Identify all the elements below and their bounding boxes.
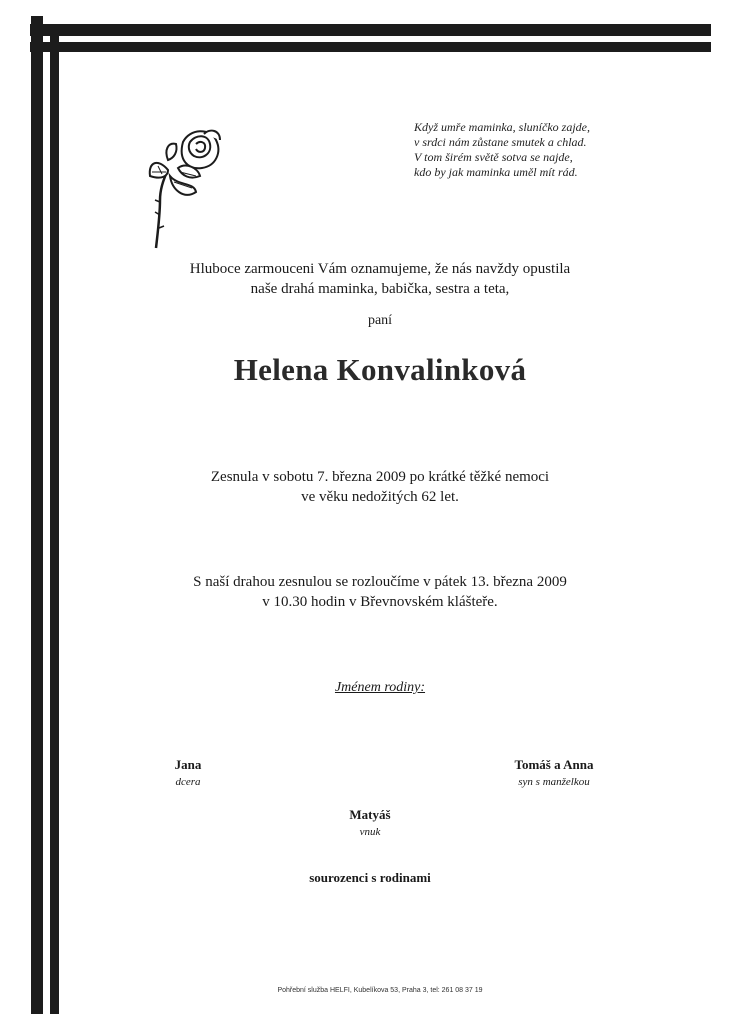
family-title-text: Jménem rodiny: — [334, 680, 426, 695]
border-top-thick — [30, 24, 711, 36]
intro-line: Hluboce zarmouceni Vám oznamujeme, že nás navždy opustila — [189, 261, 571, 277]
family-others: sourozenci s rodinami — [309, 870, 431, 885]
family-member-name: Jana — [174, 757, 202, 772]
funeral-line: S naší drahou zesnulou se rozloučíme v pátek 13. března 2009 — [193, 574, 567, 590]
funeral-service-footer: Pohřební služba HELFI, Kubelíkova 53, Praha 3, tel: 261 08 37 19 — [277, 987, 483, 994]
poem-line: V tom širém světě sotva se najde, — [414, 150, 573, 164]
family-title — [60, 680, 700, 696]
announcement-intro — [60, 259, 700, 299]
poem-line: v srdci nám zůstane smutek a chlad. — [414, 135, 587, 149]
death-line: ve věku nedožitých 62 let. — [301, 489, 459, 505]
poem-line: Když umře maminka, sluníčko zajde, — [414, 120, 590, 134]
border-left-inner — [50, 24, 59, 1014]
family-member-role: vnuk — [359, 826, 381, 838]
poem-line: kdo by jak maminka uměl mít rád. — [414, 165, 578, 179]
family-member-name: Tomáš a Anna — [514, 757, 594, 772]
funeral-line: v 10.30 hodin v Břevnovském klášteře. — [262, 594, 498, 610]
deceased-name: Helena Konvalinková — [233, 352, 527, 387]
border-top-thin — [30, 42, 711, 52]
rose-icon — [138, 120, 238, 250]
intro-line: naše drahá maminka, babička, sestra a teta, — [250, 281, 510, 297]
death-notice — [60, 467, 700, 507]
salutation: paní — [367, 313, 393, 328]
family-member-role: dcera — [175, 776, 201, 788]
family-member-role: syn s manželkou — [518, 776, 590, 788]
border-left-outer — [31, 16, 43, 1014]
death-line: Zesnula v sobotu 7. března 2009 po krátké těžké nemoci — [210, 469, 550, 485]
funeral-notice — [60, 572, 700, 612]
family-member-name: Matyáš — [349, 807, 391, 822]
poem — [414, 120, 714, 180]
